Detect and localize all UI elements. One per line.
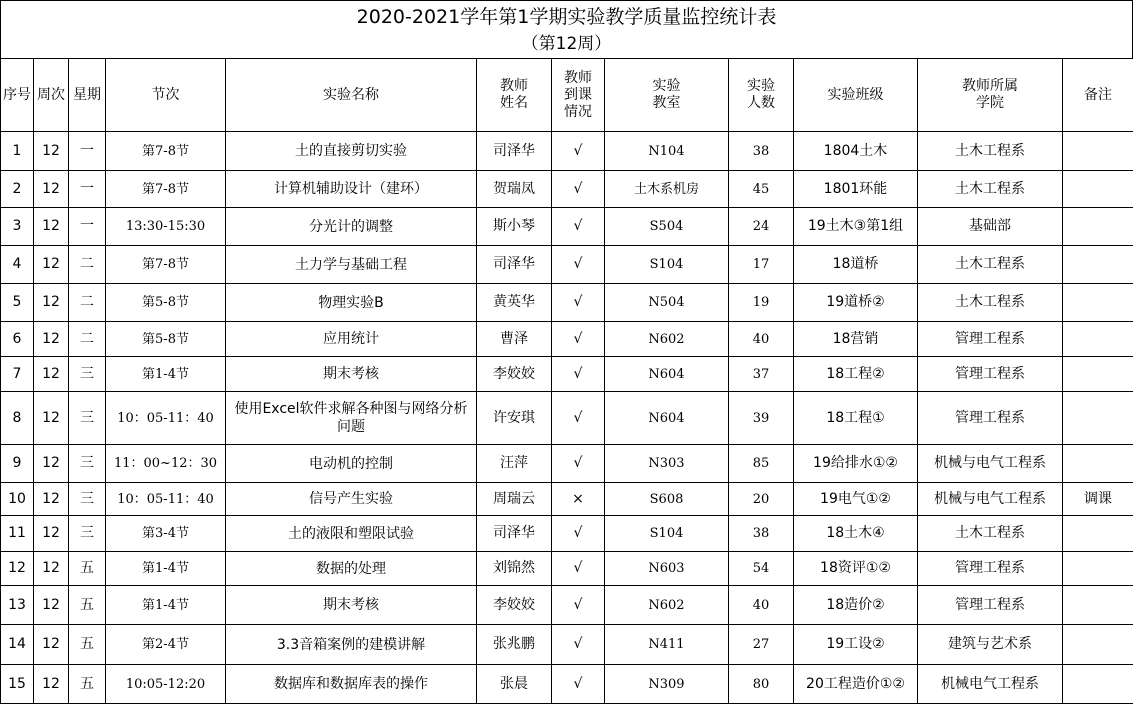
cell-period: 13:30-15:30 — [106, 208, 226, 246]
cell-room: N504 — [605, 284, 729, 322]
cell-no: 13 — [1, 586, 34, 625]
cell-exp-name: 期末考核 — [226, 586, 477, 625]
cell-week: 12 — [34, 284, 69, 322]
cell-attendance: √ — [552, 171, 605, 208]
cell-weekday: 三 — [69, 483, 106, 516]
header-count: 实验 人数 — [729, 59, 794, 132]
cell-dept: 土木工程系 — [918, 246, 1063, 284]
cell-attendance: √ — [552, 246, 605, 284]
cell-teacher: 斯小琴 — [477, 208, 552, 246]
header-class: 实验班级 — [794, 59, 918, 132]
cell-week: 12 — [34, 357, 69, 392]
cell-count: 80 — [729, 665, 794, 704]
cell-no: 11 — [1, 516, 34, 552]
cell-no: 7 — [1, 357, 34, 392]
cell-dept: 土木工程系 — [918, 132, 1063, 171]
cell-count: 45 — [729, 171, 794, 208]
cell-weekday: 三 — [69, 357, 106, 392]
cell-teacher: 张兆鹏 — [477, 625, 552, 665]
cell-exp-name: 土的液限和塑限试验 — [226, 516, 477, 552]
cell-weekday: 一 — [69, 171, 106, 208]
cell-attendance: √ — [552, 552, 605, 586]
table-row — [1, 171, 1133, 208]
cell-weekday: 三 — [69, 516, 106, 552]
cell-attendance: × — [552, 483, 605, 516]
cell-week: 12 — [34, 132, 69, 171]
cell-count: 20 — [729, 483, 794, 516]
cell-dept: 管理工程系 — [918, 586, 1063, 625]
cell-week: 12 — [34, 483, 69, 516]
cell-dept: 管理工程系 — [918, 392, 1063, 445]
cell-period: 第7-8节 — [106, 132, 226, 171]
cell-dept: 机械与电气工程系 — [918, 483, 1063, 516]
cell-weekday: 二 — [69, 322, 106, 357]
cell-teacher: 贺瑞凤 — [477, 171, 552, 208]
header-period: 节次 — [106, 59, 226, 132]
cell-period: 10：05-11：40 — [106, 483, 226, 516]
cell-room: N411 — [605, 625, 729, 665]
cell-teacher: 汪萍 — [477, 445, 552, 483]
cell-class: 18土木④ — [794, 516, 918, 552]
cell-count: 38 — [729, 516, 794, 552]
cell-dept: 基础部 — [918, 208, 1063, 246]
cell-period: 10:05-12:20 — [106, 665, 226, 704]
cell-week: 12 — [34, 552, 69, 586]
cell-room: N602 — [605, 322, 729, 357]
cell-week: 12 — [34, 322, 69, 357]
cell-week: 12 — [34, 586, 69, 625]
cell-period: 第7-8节 — [106, 171, 226, 208]
cell-class: 18营销 — [794, 322, 918, 357]
cell-exp-name: 使用Excel软件求解各种图与网络分析问题 — [226, 392, 477, 445]
cell-class: 19工设② — [794, 625, 918, 665]
cell-class: 18造价② — [794, 586, 918, 625]
page-subtitle: （第12周） — [521, 34, 612, 54]
cell-exp-name: 计算机辅助设计（建环） — [226, 171, 477, 208]
cell-no: 1 — [1, 132, 34, 171]
cell-teacher: 司泽华 — [477, 132, 552, 171]
cell-count: 39 — [729, 392, 794, 445]
cell-note — [1063, 132, 1133, 171]
cell-exp-name: 物理实验B — [226, 284, 477, 322]
cell-note — [1063, 552, 1133, 586]
cell-dept: 管理工程系 — [918, 552, 1063, 586]
cell-weekday: 一 — [69, 208, 106, 246]
cell-weekday: 五 — [69, 586, 106, 625]
cell-teacher: 司泽华 — [477, 516, 552, 552]
cell-teacher: 李姣姣 — [477, 586, 552, 625]
table-row — [1, 483, 1133, 516]
cell-week: 12 — [34, 445, 69, 483]
cell-class: 18道桥 — [794, 246, 918, 284]
cell-weekday: 二 — [69, 246, 106, 284]
cell-no: 10 — [1, 483, 34, 516]
cell-note — [1063, 284, 1133, 322]
cell-period: 第1-4节 — [106, 586, 226, 625]
cell-room: S104 — [605, 246, 729, 284]
cell-teacher: 周瑞云 — [477, 483, 552, 516]
page-title: 2020-2021学年第1学期实验教学质量监控统计表 — [356, 6, 777, 28]
cell-no: 12 — [1, 552, 34, 586]
table-row — [1, 322, 1133, 357]
cell-count: 40 — [729, 322, 794, 357]
table-row — [1, 392, 1133, 445]
cell-dept: 建筑与艺术系 — [918, 625, 1063, 665]
cell-weekday: 五 — [69, 665, 106, 704]
cell-teacher: 张晨 — [477, 665, 552, 704]
cell-week: 12 — [34, 171, 69, 208]
header-note: 备注 — [1063, 59, 1133, 132]
cell-class: 19道桥② — [794, 284, 918, 322]
header-weekday: 星期 — [69, 59, 106, 132]
cell-attendance: √ — [552, 665, 605, 704]
cell-exp-name: 应用统计 — [226, 322, 477, 357]
header-teacher: 教师 姓名 — [477, 59, 552, 132]
cell-class: 18资评①② — [794, 552, 918, 586]
cell-note — [1063, 392, 1133, 445]
cell-attendance: √ — [552, 625, 605, 665]
cell-attendance: √ — [552, 586, 605, 625]
cell-exp-name: 信号产生实验 — [226, 483, 477, 516]
cell-period: 第1-4节 — [106, 357, 226, 392]
cell-dept: 机械电气工程系 — [918, 665, 1063, 704]
cell-count: 24 — [729, 208, 794, 246]
header-dept: 教师所属 学院 — [918, 59, 1063, 132]
cell-no: 6 — [1, 322, 34, 357]
cell-week: 12 — [34, 665, 69, 704]
cell-weekday: 二 — [69, 284, 106, 322]
cell-teacher: 曹泽 — [477, 322, 552, 357]
header-no: 序号 — [1, 59, 34, 132]
cell-exp-name: 数据库和数据库表的操作 — [226, 665, 477, 704]
cell-week: 12 — [34, 246, 69, 284]
cell-attendance: √ — [552, 208, 605, 246]
cell-count: 27 — [729, 625, 794, 665]
cell-note — [1063, 516, 1133, 552]
cell-attendance: √ — [552, 357, 605, 392]
cell-exp-name: 土的直接剪切实验 — [226, 132, 477, 171]
cell-period: 第5-8节 — [106, 284, 226, 322]
table-row — [1, 586, 1133, 625]
cell-count: 40 — [729, 586, 794, 625]
cell-room: 土木系机房 — [605, 171, 729, 208]
table-row — [1, 357, 1133, 392]
cell-exp-name: 数据的处理 — [226, 552, 477, 586]
cell-count: 38 — [729, 132, 794, 171]
cell-class: 19土木③第1组 — [794, 208, 918, 246]
cell-dept: 土木工程系 — [918, 284, 1063, 322]
cell-attendance: √ — [552, 445, 605, 483]
cell-room: S104 — [605, 516, 729, 552]
table-row — [1, 284, 1133, 322]
cell-week: 12 — [34, 516, 69, 552]
cell-count: 37 — [729, 357, 794, 392]
cell-exp-name: 3.3音箱案例的建模讲解 — [226, 625, 477, 665]
cell-attendance: √ — [552, 322, 605, 357]
cell-attendance: √ — [552, 132, 605, 171]
cell-attendance: √ — [552, 284, 605, 322]
cell-class: 19给排水①② — [794, 445, 918, 483]
cell-no: 14 — [1, 625, 34, 665]
cell-note — [1063, 445, 1133, 483]
cell-period: 10：05-11：40 — [106, 392, 226, 445]
cell-period: 第3-4节 — [106, 516, 226, 552]
cell-count: 19 — [729, 284, 794, 322]
cell-note: 调课 — [1063, 483, 1133, 516]
cell-class: 18工程① — [794, 392, 918, 445]
cell-class: 1801环能 — [794, 171, 918, 208]
cell-exp-name: 电动机的控制 — [226, 445, 477, 483]
cell-room: N104 — [605, 132, 729, 171]
cell-room: S504 — [605, 208, 729, 246]
cell-week: 12 — [34, 392, 69, 445]
cell-teacher: 许安琪 — [477, 392, 552, 445]
title-block — [0, 0, 1133, 58]
cell-dept: 管理工程系 — [918, 357, 1063, 392]
cell-room: N604 — [605, 357, 729, 392]
cell-dept: 土木工程系 — [918, 516, 1063, 552]
table-row — [1, 625, 1133, 665]
monitor-table — [0, 58, 1133, 704]
cell-no: 15 — [1, 665, 34, 704]
table-row — [1, 445, 1133, 483]
cell-attendance: √ — [552, 392, 605, 445]
cell-period: 11：00~12：30 — [106, 445, 226, 483]
cell-attendance: √ — [552, 516, 605, 552]
cell-class: 20工程造价①② — [794, 665, 918, 704]
cell-note — [1063, 171, 1133, 208]
table-row — [1, 246, 1133, 284]
cell-period: 第7-8节 — [106, 246, 226, 284]
cell-weekday: 三 — [69, 392, 106, 445]
cell-teacher: 司泽华 — [477, 246, 552, 284]
cell-weekday: 一 — [69, 132, 106, 171]
cell-weekday: 五 — [69, 552, 106, 586]
cell-room: N604 — [605, 392, 729, 445]
header-exp-name: 实验名称 — [226, 59, 477, 132]
cell-period: 第5-8节 — [106, 322, 226, 357]
cell-dept: 土木工程系 — [918, 171, 1063, 208]
cell-week: 12 — [34, 625, 69, 665]
cell-class: 18工程② — [794, 357, 918, 392]
table-row — [1, 208, 1133, 246]
cell-exp-name: 期末考核 — [226, 357, 477, 392]
cell-room: N303 — [605, 445, 729, 483]
cell-teacher: 李姣姣 — [477, 357, 552, 392]
cell-note — [1063, 322, 1133, 357]
cell-count: 17 — [729, 246, 794, 284]
cell-dept: 机械与电气工程系 — [918, 445, 1063, 483]
table-row — [1, 665, 1133, 704]
cell-room: N309 — [605, 665, 729, 704]
header-attendance: 教师 到课 情况 — [552, 59, 605, 132]
cell-no: 5 — [1, 284, 34, 322]
cell-room: N602 — [605, 586, 729, 625]
cell-no: 4 — [1, 246, 34, 284]
header-room: 实验 教室 — [605, 59, 729, 132]
cell-no: 2 — [1, 171, 34, 208]
cell-period: 第1-4节 — [106, 552, 226, 586]
cell-note — [1063, 208, 1133, 246]
cell-note — [1063, 586, 1133, 625]
cell-weekday: 五 — [69, 625, 106, 665]
cell-no: 3 — [1, 208, 34, 246]
cell-class: 1804土木 — [794, 132, 918, 171]
cell-note — [1063, 246, 1133, 284]
cell-room: N603 — [605, 552, 729, 586]
cell-dept: 管理工程系 — [918, 322, 1063, 357]
cell-exp-name: 土力学与基础工程 — [226, 246, 477, 284]
cell-period: 第2-4节 — [106, 625, 226, 665]
cell-weekday: 三 — [69, 445, 106, 483]
cell-count: 54 — [729, 552, 794, 586]
cell-class: 19电气①② — [794, 483, 918, 516]
cell-teacher: 刘锦然 — [477, 552, 552, 586]
cell-exp-name: 分光计的调整 — [226, 208, 477, 246]
header-week: 周次 — [34, 59, 69, 132]
cell-week: 12 — [34, 208, 69, 246]
cell-note — [1063, 665, 1133, 704]
table-row — [1, 132, 1133, 171]
cell-note — [1063, 357, 1133, 392]
table-row — [1, 516, 1133, 552]
cell-teacher: 黄英华 — [477, 284, 552, 322]
table-header-row — [1, 59, 1133, 132]
cell-room: S608 — [605, 483, 729, 516]
cell-note — [1063, 625, 1133, 665]
cell-count: 85 — [729, 445, 794, 483]
table-row — [1, 552, 1133, 586]
cell-no: 8 — [1, 392, 34, 445]
cell-no: 9 — [1, 445, 34, 483]
